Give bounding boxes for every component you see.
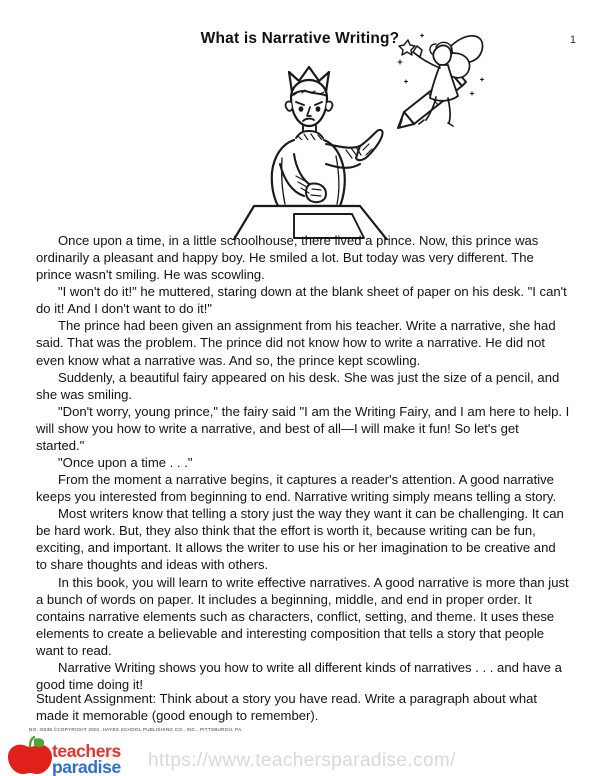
- site-watermark: https://www.teachersparadise.com/: [148, 750, 456, 771]
- student-assignment: Student Assignment: Think about a story you have read. Write a paragraph about what made it memorable (good enough to remember).: [36, 691, 538, 724]
- paragraph: Most writers know that telling a story just the way they want it can be challenging. It can be hard work. But, they also think that the effort is worth it, because writing can be fun, exciting, and important. It allows the writer to use his or her imagination to be creative and to share thoughts and ideas with others.: [36, 506, 564, 573]
- paragraph: "I won't do it!" he muttered, staring down at the blank sheet of paper on his desk. "I can't do it! And I don't want to do it!": [36, 284, 567, 317]
- paragraph: Once upon a time, in a little schoolhouse, there lived a prince. Now, this prince was ordinarily a pleasant and happy boy. He smiled a lot. But today was very different. The prince wasn't smiling. He was scowling.: [36, 233, 539, 283]
- logo-text-paradise: paradise: [52, 757, 121, 776]
- copyright-symbol: ©: [53, 727, 58, 732]
- teachers-paradise-logo[interactable]: [4, 735, 154, 776]
- paragraph: "Once upon a time . . .": [58, 455, 193, 471]
- page-title: What is Narrative Writing?: [200, 30, 400, 47]
- copyright-publisher: COPYRIGHT 2001, HAYES SCHOOL PUBLISHING CO., INC., PITTSBURGH, PA.: [57, 727, 243, 732]
- header-illustration: [228, 20, 528, 240]
- logo-text-teachers: teachers: [52, 741, 121, 761]
- paragraph: "Don't worry, young prince," the fairy said "I am the Writing Fairy, and I am here to help. I will show you how to write a narrative, and best of all—I will make it fun! So let's get started.": [36, 403, 570, 453]
- paragraph: From the moment a narrative begins, it captures a reader's attention. A good narrative keeps you interested from beginning to end. Narrative writing simply means telling a story.: [36, 472, 557, 505]
- copyright-number: NO. I0238: [29, 727, 54, 732]
- copyright-line: [29, 727, 243, 732]
- paragraph: In this book, you will learn to write effective narratives. A good narrative is more than just a bunch of words on paper. It includes a beginning, middle, and end in proper order. It contains narrative elements such as characters, conflict, setting, and theme. It uses these elements to create a believable and interesting composition that tells a story that people want to read.: [36, 574, 569, 658]
- fairy-icon: [398, 34, 484, 128]
- paragraph: The prince had been given an assignment from his teacher. Write a narrative, she had said. That was the problem. The prince did not know how to write a narrative. He did not even know what a narrative was. And so, the prince kept scowling.: [36, 318, 556, 368]
- prince-icon: [230, 67, 392, 240]
- page-number: 1: [569, 34, 576, 46]
- paragraph: Narrative Writing shows you how to write all different kinds of narratives . . . and have a good time doing it!: [36, 659, 562, 693]
- apple-icon: [8, 737, 52, 774]
- paragraph: Suddenly, a beautiful fairy appeared on his desk. She was just the size of a pencil, and she was smiling.: [36, 369, 560, 402]
- story-body: [36, 232, 570, 693]
